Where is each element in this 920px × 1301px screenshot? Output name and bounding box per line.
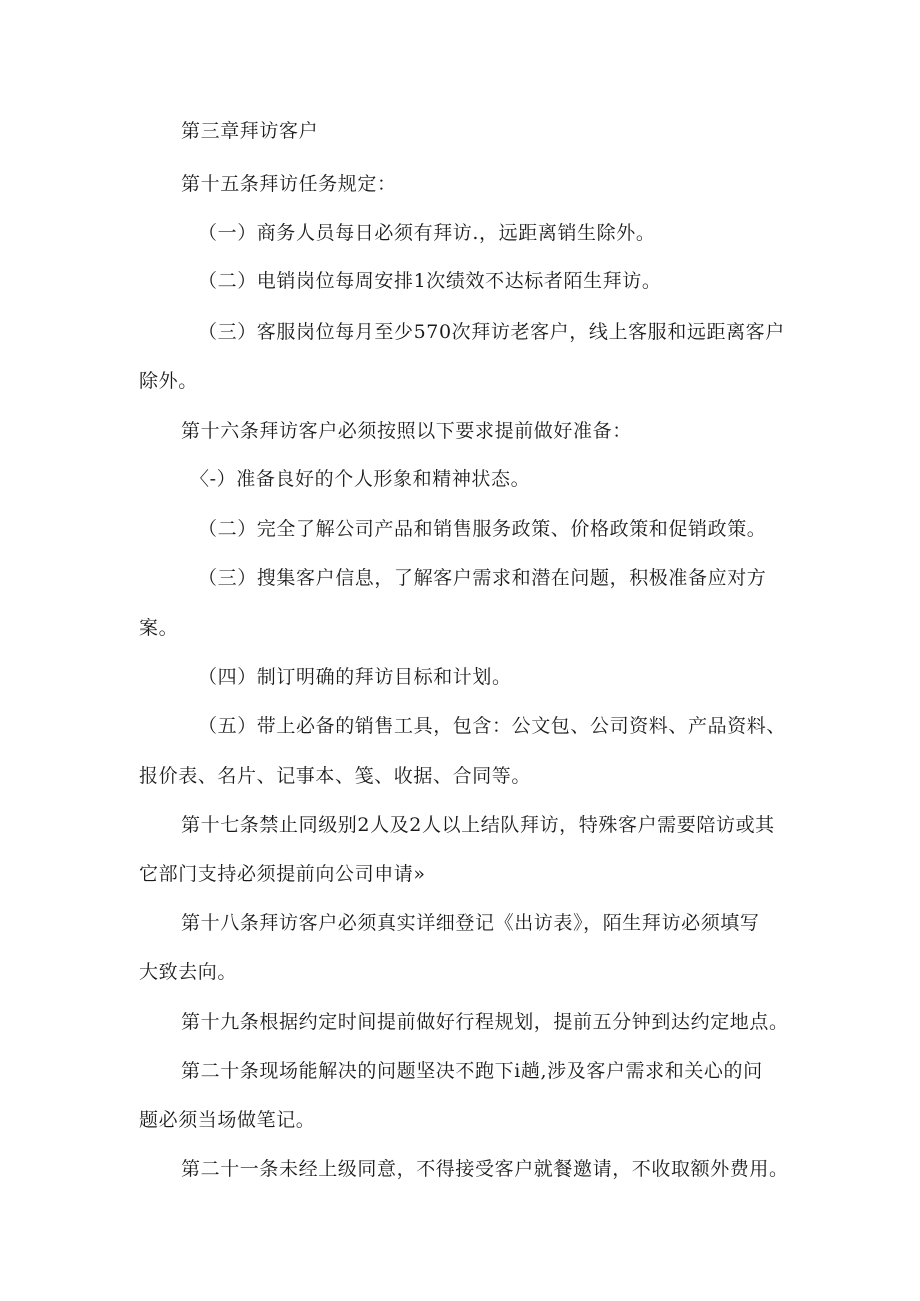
article-15-heading: 第十五条拜访任务规定： bbox=[181, 173, 397, 195]
article-21: 第二十一条未经上级同意，不得接受客户就餐邀请，不收取额外费用。 bbox=[181, 1158, 789, 1180]
article-16-item-2: （二）完全了解公司产品和销售服务政策、价格政策和促销政策。 bbox=[198, 518, 767, 540]
article-15-item-2: （二）电销岗位每周安排1次绩效不达标者陌生拜访。 bbox=[198, 270, 662, 292]
article-15-item-3-continued: 除外。 bbox=[139, 370, 198, 392]
article-16-heading: 第十六条拜访客户必须按照以下要求提前做好准备： bbox=[181, 420, 632, 442]
article-16-item-3-continued: 案。 bbox=[139, 617, 179, 639]
article-15-item-3: （三）客服岗位每月至少570次拜访老客户，线上客服和远距离客户 bbox=[198, 321, 785, 343]
chapter-heading: 第三章拜访客户 bbox=[181, 120, 319, 142]
article-16-item-4: （四）制订明确的拜访目标和计划。 bbox=[198, 666, 512, 688]
article-17: 第十七条禁止同级别2人及2人以上结队拜访，特殊客户需要陪访或其 bbox=[181, 814, 775, 836]
article-16-item-5: （五）带上必备的销售工具，包含：公文包、公司资料、产品资料、 bbox=[198, 715, 787, 737]
article-16-item-5-continued: 报价表、名片、记事本、笺、收据、合同等。 bbox=[139, 765, 532, 787]
article-18: 第十八条拜访客户必须真实详细登记《出访表》，陌生拜访必须填写 bbox=[181, 912, 760, 934]
article-20: 第二十条现场能解决的问题坚决不跑下i趟,涉及客户需求和关心的问 bbox=[181, 1060, 763, 1082]
article-15-item-1: （一）商务人员每日必须有拜访.，远距离销生除外。 bbox=[198, 222, 656, 244]
article-16-item-3: （三）搜集客户信息，了解客户需求和潜在问题，积极准备应对方 bbox=[198, 567, 767, 589]
article-18-continued: 大致去向。 bbox=[139, 961, 238, 983]
article-19: 第十九条根据约定时间提前做好行程规划，提前五分钟到达约定地点。 bbox=[181, 1011, 789, 1033]
article-17-continued: 它部门支持必须提前向公司申请» bbox=[139, 863, 426, 885]
article-16-item-1: 〈-）准备良好的个人形象和精神状态。 bbox=[190, 468, 531, 490]
article-20-continued: 题必须当场做笔记。 bbox=[139, 1109, 316, 1131]
